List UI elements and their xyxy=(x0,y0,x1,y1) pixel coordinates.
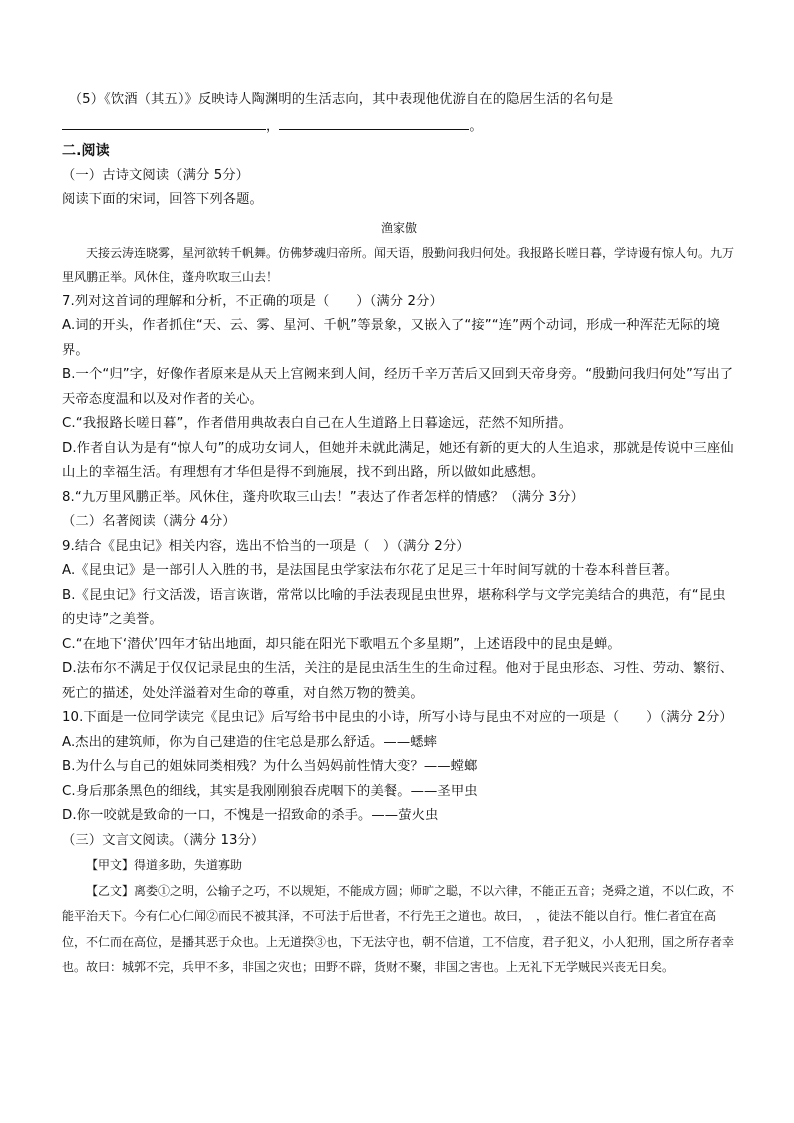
question-10: 10.下面是一位同学读完《昆虫记》后写给书中昆虫的小诗，所写小诗与昆虫不对应的一项是（ ）（满分 2分） xyxy=(62,710,733,725)
q10-option-c: C.身后那条黑色的细线，其实是我刚刚狼吞虎咽下的美餐。——圣甲虫 xyxy=(62,783,478,799)
question-9: 9.结合《昆虫记》相关内容，选出不恰当的一项是（ ）（满分 2分） xyxy=(62,538,470,554)
q7-option-a: A.词的开头，作者抓住“天、云、雾、星河、千帆”等景象，又嵌入了“接”“连”两个动词，形成一种浑茫无际的境界。 xyxy=(62,318,721,358)
poem-body: 天接云涛连晓雾，星河欲转千帆舞。仿佛梦魂归帝所。闻天语，殷勤问我归何处。我报路长嗟日暮，学诗谩有惊人句。九万里风鹏正举。风休住，蓬舟吹取三山去！ xyxy=(62,245,735,284)
question-5-blanks: ， 。 xyxy=(62,115,736,140)
exam-page xyxy=(62,88,736,981)
section-heading: 二.阅读 xyxy=(62,143,110,159)
q9-option-c: C.“在地下‘潜伏’四年才钻出地面，却只能在阳光下歌唱五个多星期”，上述语段中的昆虫是蝉。 xyxy=(62,636,621,652)
poem-title: 渔家傲 xyxy=(380,220,417,235)
q9-option-b: B.《昆虫记》行文活泼，语言诙谐，常常以比喻的手法表现昆虫世界，堪称科学与文学完美结合的典范，有“昆虫的史诗”之美誉。 xyxy=(62,587,726,627)
subsection-2-title: （二）名著阅读（满分 4分） xyxy=(62,514,236,529)
q10-option-a: A.杰出的建筑师，你为自己建造的住宅总是那么舒适。——蟋蟀 xyxy=(62,734,438,750)
question-7: 7.列对这首词的理解和分析，不正确的项是（ ）（满分 2分） xyxy=(62,293,443,309)
question-8: 8.“九万里风鹏正举。风休住，蓬舟吹取三山去！”表达了作者怎样的情感？（满分 3分） xyxy=(62,489,585,505)
question-5: （5）《饮酒（其五）》反映诗人陶渊明的生活志向，其中表现他优游自在的隐居生活的名句是 xyxy=(68,92,614,107)
q9-option-a: A.《昆虫记》是一部引人入胜的书，是法国昆虫学家法布尔花了足足三十年时间写就的十卷本科普巨著。 xyxy=(62,563,679,578)
classical-text-jia: 【甲文】得道多助，失道寡助 xyxy=(86,858,243,872)
q7-option-c: C.“我报路长嗟日暮”，作者借用典故表白自己在人生道路上日暮途远，茫然不知所措。 xyxy=(62,416,572,431)
answer-blank-1[interactable] xyxy=(62,115,266,130)
q7-option-b: B.一个“归”字，好像作者原来是从天上宫阙来到人间，经历千辛万苦后又回到天帝身旁。“殷勤问我归何处”写出了天帝态度温和以及对作者的关心。 xyxy=(62,367,734,407)
reading-intro: 阅读下面的宋词，回答下列各题。 xyxy=(62,192,263,207)
subsection-3-title: （三）文言文阅读。（满分 13分） xyxy=(62,832,265,848)
classical-text-yi: 【乙文】离娄①之明，公输子之巧，不以规矩，不能成方圆；师旷之聪，不以六律，不能正五音；尧舜之道，不以仁政，不能平治天下。今有仁心仁闻②而民不被其泽，不可法于后世者，不行先王之道也。故曰， ，徒法不能以自行。惟仁者宜在高位，不仁而在高位，是播其恶于众也。上无道揆③也，下无法守也，朝不信道，工不信度，君子犯义，小人犯刑，国之所存者幸也。故曰：城郭不完，兵甲不多，非国之灾也；田野不辟，货财不聚，非国之害也。上无礼下无学贼民兴丧无日矣。 xyxy=(62,883,735,974)
q10-option-d: D.你一咬就是致命的一口，不愧是一招致命的杀手。——萤火虫 xyxy=(62,808,439,823)
answer-blank-2[interactable] xyxy=(279,115,469,130)
subsection-1-title: （一）古诗文阅读（满分 5分） xyxy=(62,167,250,183)
q7-option-d: D.作者自认为是有“惊人句”的成功女词人，但她并未就此满足，她还有新的更大的人生追求，那就是传说中三座仙山上的幸福生活。有理想有才华但是得不到施展，找不到出路，所以做如此感想。 xyxy=(62,440,734,480)
q10-option-b: B.为什么与自己的姐妹同类相残？为什么当妈妈前性情大变？——螳螂 xyxy=(62,759,478,774)
q9-option-d: D.法布尔不满足于仅仅记录昆虫的生活，关注的是昆虫活生生的生命过程。他对于昆虫形态、习性、劳动、繁衍、死亡的描述，处处洋溢着对生命的尊重，对自然万物的赞美。 xyxy=(62,661,734,701)
